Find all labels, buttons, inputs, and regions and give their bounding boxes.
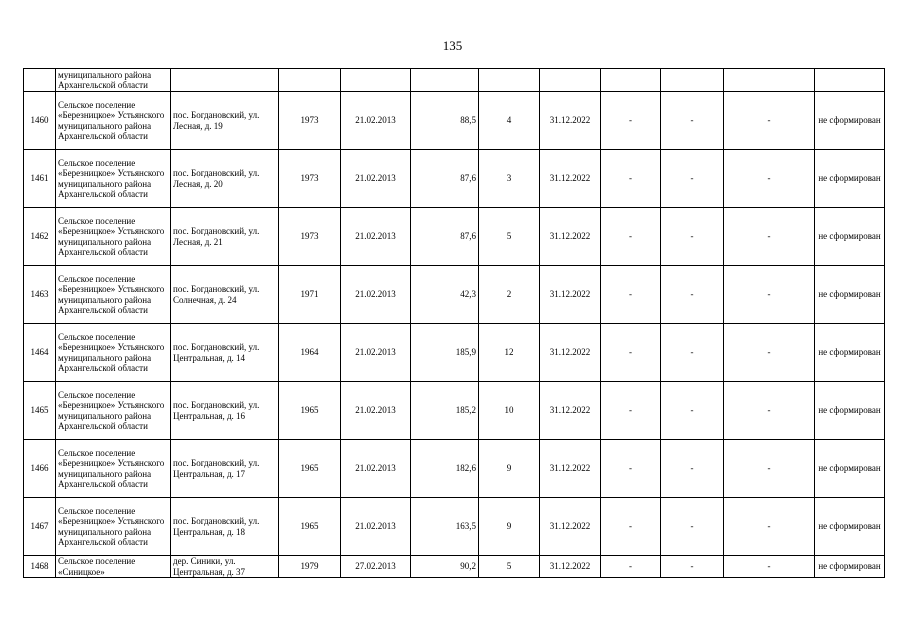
dash-cell-2: -	[661, 382, 724, 440]
status-cell: не сформирован	[815, 266, 885, 324]
area-cell: 185,2	[411, 382, 479, 440]
empty-cell-3	[724, 69, 815, 92]
table-row-continued	[24, 69, 885, 92]
area-cell: 182,6	[411, 440, 479, 498]
address-cell: пос. Богдановский, ул. Центральная, д. 14	[171, 324, 279, 382]
owner-cell: Сельское поселение «Березницкое» Устьянского муниципального района Архангельской области	[56, 440, 171, 498]
count-cell: 2	[479, 266, 540, 324]
owner-cell: Сельское поселение «Синицкое»	[56, 556, 171, 578]
empty-cell-1	[601, 69, 661, 92]
year-cell: 1973	[279, 208, 341, 266]
address-cell: пос. Богдановский, ул. Лесная, д. 20	[171, 150, 279, 208]
area-cell: 42,3	[411, 266, 479, 324]
table-row	[24, 440, 885, 498]
count-cell: 12	[479, 324, 540, 382]
status-cell	[815, 69, 885, 92]
count-cell: 5	[479, 208, 540, 266]
term-cell: 31.12.2022	[540, 266, 601, 324]
count-cell	[479, 69, 540, 92]
dash-cell-2: -	[661, 324, 724, 382]
table-row	[24, 150, 885, 208]
row-number-cell: 1464	[24, 324, 56, 382]
count-cell: 3	[479, 150, 540, 208]
owner-cell: Сельское поселение «Березницкое» Устьянского муниципального района Архангельской области	[56, 92, 171, 150]
status-cell: не сформирован	[815, 92, 885, 150]
empty-cell-2	[661, 69, 724, 92]
owner-cell: Сельское поселение «Березницкое» Устьянского муниципального района Архангельской области	[56, 266, 171, 324]
date-cell: 21.02.2013	[341, 92, 411, 150]
year-cell: 1965	[279, 382, 341, 440]
dash-cell-3: -	[724, 498, 815, 556]
row-number-cell: 1466	[24, 440, 56, 498]
year-cell	[279, 69, 341, 92]
owner-cell: Сельское поселение «Березницкое» Устьянского муниципального района Архангельской области	[56, 208, 171, 266]
count-cell: 4	[479, 92, 540, 150]
dash-cell-3: -	[724, 382, 815, 440]
term-cell: 31.12.2022	[540, 92, 601, 150]
dash-cell-1: -	[601, 266, 661, 324]
row-number-cell	[24, 69, 56, 92]
dash-cell-3: -	[724, 208, 815, 266]
row-number-cell: 1461	[24, 150, 56, 208]
dash-cell-2: -	[661, 150, 724, 208]
date-cell: 21.02.2013	[341, 382, 411, 440]
date-cell: 21.02.2013	[341, 150, 411, 208]
table-row	[24, 498, 885, 556]
table-row	[24, 266, 885, 324]
address-cell: пос. Богдановский, ул. Лесная, д. 19	[171, 92, 279, 150]
dash-cell-2: -	[661, 440, 724, 498]
area-cell: 88,5	[411, 92, 479, 150]
status-cell: не сформирован	[815, 556, 885, 578]
row-number-cell: 1460	[24, 92, 56, 150]
address-cell: пос. Богдановский, ул. Центральная, д. 16	[171, 382, 279, 440]
dash-cell-1: -	[601, 150, 661, 208]
status-cell: не сформирован	[815, 440, 885, 498]
area-cell: 185,9	[411, 324, 479, 382]
table-row	[24, 382, 885, 440]
term-cell: 31.12.2022	[540, 556, 601, 578]
dash-cell-3: -	[724, 556, 815, 578]
year-cell: 1965	[279, 440, 341, 498]
dash-cell-1: -	[601, 498, 661, 556]
dash-cell-3: -	[724, 324, 815, 382]
date-cell: 21.02.2013	[341, 324, 411, 382]
row-number-cell: 1468	[24, 556, 56, 578]
dash-cell-2: -	[661, 498, 724, 556]
dash-cell-3: -	[724, 440, 815, 498]
dash-cell-2: -	[661, 266, 724, 324]
area-cell	[411, 69, 479, 92]
owner-cell: Сельское поселение «Березницкое» Устьянского муниципального района Архангельской области	[56, 324, 171, 382]
dash-cell-1: -	[601, 324, 661, 382]
count-cell: 9	[479, 440, 540, 498]
status-cell: не сформирован	[815, 324, 885, 382]
dash-cell-3: -	[724, 92, 815, 150]
dash-cell-1: -	[601, 440, 661, 498]
row-number-cell: 1467	[24, 498, 56, 556]
dash-cell-2: -	[661, 208, 724, 266]
table-row	[24, 556, 885, 578]
dash-cell-1: -	[601, 382, 661, 440]
date-cell: 21.02.2013	[341, 266, 411, 324]
count-cell: 5	[479, 556, 540, 578]
owner-cell: муниципального района Архангельской области	[56, 69, 171, 92]
address-cell	[171, 69, 279, 92]
area-cell: 87,6	[411, 150, 479, 208]
owner-cell: Сельское поселение «Березницкое» Устьянского муниципального района Архангельской области	[56, 498, 171, 556]
address-cell: дер. Синики, ул. Центральная, д. 37	[171, 556, 279, 578]
date-cell: 21.02.2013	[341, 208, 411, 266]
year-cell: 1973	[279, 150, 341, 208]
address-cell: пос. Богдановский, ул. Солнечная, д. 24	[171, 266, 279, 324]
term-cell: 31.12.2022	[540, 150, 601, 208]
area-cell: 87,6	[411, 208, 479, 266]
year-cell: 1965	[279, 498, 341, 556]
year-cell: 1964	[279, 324, 341, 382]
count-cell: 10	[479, 382, 540, 440]
table-row	[24, 92, 885, 150]
status-cell: не сформирован	[815, 382, 885, 440]
address-cell: пос. Богдановский, ул. Лесная, д. 21	[171, 208, 279, 266]
row-number-cell: 1463	[24, 266, 56, 324]
housing-registry-table	[23, 68, 885, 578]
owner-cell: Сельское поселение «Березницкое» Устьянского муниципального района Архангельской области	[56, 150, 171, 208]
date-cell: 21.02.2013	[341, 440, 411, 498]
count-cell: 9	[479, 498, 540, 556]
area-cell: 90,2	[411, 556, 479, 578]
table-row	[24, 208, 885, 266]
year-cell: 1971	[279, 266, 341, 324]
term-cell: 31.12.2022	[540, 440, 601, 498]
status-cell: не сформирован	[815, 498, 885, 556]
year-cell: 1973	[279, 92, 341, 150]
dash-cell-1: -	[601, 208, 661, 266]
owner-cell: Сельское поселение «Березницкое» Устьянского муниципального района Архангельской области	[56, 382, 171, 440]
page-number: 135	[442, 38, 463, 53]
row-number-cell: 1465	[24, 382, 56, 440]
date-cell	[341, 69, 411, 92]
status-cell: не сформирован	[815, 150, 885, 208]
dash-cell-1: -	[601, 556, 661, 578]
dash-cell-1: -	[601, 92, 661, 150]
address-cell: пос. Богдановский, ул. Центральная, д. 18	[171, 498, 279, 556]
date-cell: 21.02.2013	[341, 498, 411, 556]
address-cell: пос. Богдановский, ул. Центральная, д. 17	[171, 440, 279, 498]
dash-cell-2: -	[661, 556, 724, 578]
term-cell: 31.12.2022	[540, 498, 601, 556]
term-cell: 31.12.2022	[540, 324, 601, 382]
dash-cell-2: -	[661, 92, 724, 150]
date-cell: 27.02.2013	[341, 556, 411, 578]
dash-cell-3: -	[724, 150, 815, 208]
status-cell: не сформирован	[815, 208, 885, 266]
term-cell	[540, 69, 601, 92]
table-row	[24, 324, 885, 382]
term-cell: 31.12.2022	[540, 382, 601, 440]
area-cell: 163,5	[411, 498, 479, 556]
year-cell: 1979	[279, 556, 341, 578]
dash-cell-3: -	[724, 266, 815, 324]
term-cell: 31.12.2022	[540, 208, 601, 266]
row-number-cell: 1462	[24, 208, 56, 266]
